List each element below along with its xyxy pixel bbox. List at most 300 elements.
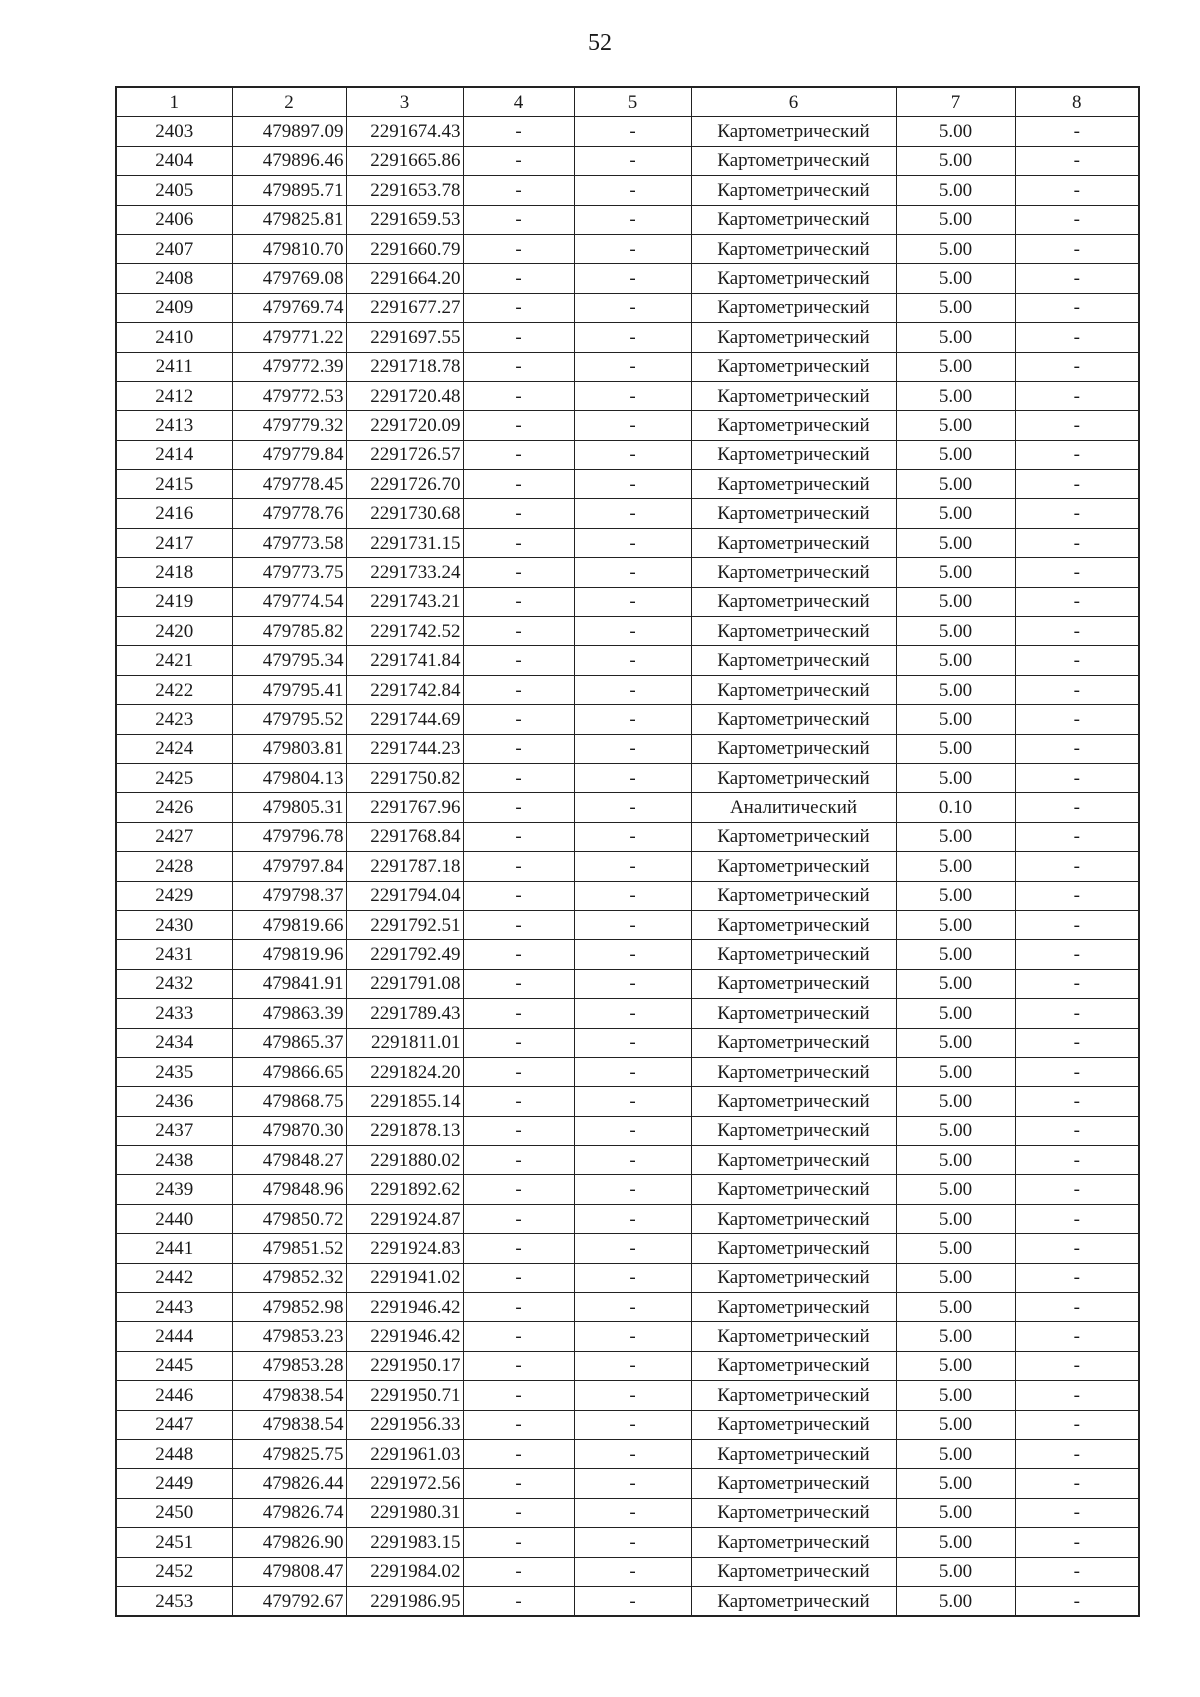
cell-col-8-value: - [1015, 264, 1139, 293]
cell-col-4-value: - [463, 499, 574, 528]
cell-accuracy: 5.00 [896, 1057, 1015, 1086]
table-row [116, 734, 1139, 763]
cell-col-4-value: - [463, 1204, 574, 1233]
table-row [116, 176, 1139, 205]
table-row [116, 1263, 1139, 1292]
cell-col-5-value: - [574, 734, 691, 763]
cell-method: Картометрический [691, 1439, 896, 1468]
cell-accuracy: 5.00 [896, 910, 1015, 939]
table-row [116, 293, 1139, 322]
cell-col-8-value: - [1015, 587, 1139, 616]
cell-point-number: 2404 [116, 146, 232, 175]
cell-accuracy: 5.00 [896, 1234, 1015, 1263]
cell-col-8-value: - [1015, 440, 1139, 469]
cell-point-number: 2406 [116, 205, 232, 234]
cell-col-4-value: - [463, 1263, 574, 1292]
cell-col-5-value: - [574, 1586, 691, 1616]
cell-x-coordinate: 479805.31 [232, 793, 346, 822]
cell-method: Картометрический [691, 705, 896, 734]
cell-method: Картометрический [691, 675, 896, 704]
cell-col-8-value: - [1015, 646, 1139, 675]
table-row [116, 675, 1139, 704]
cell-point-number: 2438 [116, 1146, 232, 1175]
table-row [116, 646, 1139, 675]
coordinates-table-container [115, 86, 1140, 1617]
cell-col-5-value: - [574, 705, 691, 734]
cell-col-8-value: - [1015, 1293, 1139, 1322]
table-row [116, 1381, 1139, 1410]
cell-point-number: 2428 [116, 852, 232, 881]
cell-y-coordinate: 2291674.43 [346, 117, 463, 146]
cell-point-number: 2416 [116, 499, 232, 528]
cell-method: Картометрический [691, 176, 896, 205]
cell-col-4-value: - [463, 1234, 574, 1263]
cell-point-number: 2435 [116, 1057, 232, 1086]
cell-y-coordinate: 2291742.84 [346, 675, 463, 704]
cell-point-number: 2432 [116, 969, 232, 998]
cell-point-number: 2443 [116, 1293, 232, 1322]
cell-method: Картометрический [691, 1293, 896, 1322]
cell-col-5-value: - [574, 1322, 691, 1351]
cell-col-5-value: - [574, 1028, 691, 1057]
cell-col-4-value: - [463, 1175, 574, 1204]
cell-accuracy: 5.00 [896, 293, 1015, 322]
cell-point-number: 2431 [116, 940, 232, 969]
cell-accuracy: 5.00 [896, 323, 1015, 352]
cell-col-8-value: - [1015, 1116, 1139, 1145]
cell-col-8-value: - [1015, 176, 1139, 205]
cell-point-number: 2424 [116, 734, 232, 763]
table-row [116, 969, 1139, 998]
cell-x-coordinate: 479868.75 [232, 1087, 346, 1116]
column-header: 6 [691, 87, 896, 117]
cell-x-coordinate: 479825.81 [232, 205, 346, 234]
cell-accuracy: 5.00 [896, 146, 1015, 175]
cell-y-coordinate: 2291726.70 [346, 470, 463, 499]
cell-method: Картометрический [691, 881, 896, 910]
cell-y-coordinate: 2291730.68 [346, 499, 463, 528]
cell-method: Картометрический [691, 1263, 896, 1292]
cell-method: Аналитический [691, 793, 896, 822]
table-row [116, 1028, 1139, 1057]
cell-y-coordinate: 2291750.82 [346, 763, 463, 792]
cell-x-coordinate: 479838.54 [232, 1410, 346, 1439]
cell-col-5-value: - [574, 440, 691, 469]
cell-y-coordinate: 2291878.13 [346, 1116, 463, 1145]
table-row [116, 617, 1139, 646]
cell-point-number: 2451 [116, 1528, 232, 1557]
cell-y-coordinate: 2291665.86 [346, 146, 463, 175]
cell-col-8-value: - [1015, 1410, 1139, 1439]
cell-point-number: 2450 [116, 1498, 232, 1527]
cell-col-8-value: - [1015, 1528, 1139, 1557]
cell-y-coordinate: 2291768.84 [346, 822, 463, 851]
cell-y-coordinate: 2291720.09 [346, 411, 463, 440]
table-row [116, 1351, 1139, 1380]
table-row [116, 1234, 1139, 1263]
cell-x-coordinate: 479798.37 [232, 881, 346, 910]
cell-y-coordinate: 2291744.69 [346, 705, 463, 734]
table-row [116, 264, 1139, 293]
cell-col-8-value: - [1015, 1175, 1139, 1204]
cell-col-4-value: - [463, 763, 574, 792]
cell-method: Картометрический [691, 1116, 896, 1145]
cell-col-8-value: - [1015, 528, 1139, 557]
cell-accuracy: 5.00 [896, 1175, 1015, 1204]
cell-accuracy: 5.00 [896, 940, 1015, 969]
cell-point-number: 2423 [116, 705, 232, 734]
cell-col-4-value: - [463, 1293, 574, 1322]
cell-accuracy: 5.00 [896, 1293, 1015, 1322]
table-header-row [116, 87, 1139, 117]
cell-y-coordinate: 2291961.03 [346, 1439, 463, 1468]
cell-col-5-value: - [574, 999, 691, 1028]
cell-y-coordinate: 2291792.51 [346, 910, 463, 939]
cell-y-coordinate: 2291742.52 [346, 617, 463, 646]
table-row [116, 499, 1139, 528]
cell-col-8-value: - [1015, 1204, 1139, 1233]
cell-x-coordinate: 479850.72 [232, 1204, 346, 1233]
cell-col-5-value: - [574, 264, 691, 293]
cell-col-4-value: - [463, 675, 574, 704]
cell-accuracy: 5.00 [896, 999, 1015, 1028]
cell-x-coordinate: 479810.70 [232, 234, 346, 263]
table-row [116, 1528, 1139, 1557]
cell-col-4-value: - [463, 793, 574, 822]
cell-method: Картометрический [691, 146, 896, 175]
cell-x-coordinate: 479795.52 [232, 705, 346, 734]
cell-accuracy: 5.00 [896, 528, 1015, 557]
table-row [116, 528, 1139, 557]
cell-col-8-value: - [1015, 1057, 1139, 1086]
cell-accuracy: 5.00 [896, 763, 1015, 792]
cell-method: Картометрический [691, 293, 896, 322]
cell-accuracy: 0.10 [896, 793, 1015, 822]
cell-y-coordinate: 2291811.01 [346, 1028, 463, 1057]
cell-col-5-value: - [574, 558, 691, 587]
cell-col-8-value: - [1015, 1028, 1139, 1057]
cell-y-coordinate: 2291659.53 [346, 205, 463, 234]
cell-col-5-value: - [574, 1087, 691, 1116]
cell-col-5-value: - [574, 1263, 691, 1292]
cell-x-coordinate: 479848.27 [232, 1146, 346, 1175]
cell-col-8-value: - [1015, 910, 1139, 939]
cell-y-coordinate: 2291946.42 [346, 1293, 463, 1322]
table-row [116, 793, 1139, 822]
cell-accuracy: 5.00 [896, 1557, 1015, 1586]
cell-col-8-value: - [1015, 852, 1139, 881]
cell-point-number: 2420 [116, 617, 232, 646]
cell-col-8-value: - [1015, 352, 1139, 381]
cell-col-8-value: - [1015, 411, 1139, 440]
cell-method: Картометрический [691, 1469, 896, 1498]
cell-col-5-value: - [574, 176, 691, 205]
cell-point-number: 2413 [116, 411, 232, 440]
cell-method: Картометрический [691, 1146, 896, 1175]
cell-x-coordinate: 479803.81 [232, 734, 346, 763]
cell-col-5-value: - [574, 910, 691, 939]
cell-accuracy: 5.00 [896, 617, 1015, 646]
cell-col-5-value: - [574, 793, 691, 822]
cell-y-coordinate: 2291941.02 [346, 1263, 463, 1292]
cell-accuracy: 5.00 [896, 411, 1015, 440]
cell-point-number: 2421 [116, 646, 232, 675]
cell-x-coordinate: 479785.82 [232, 617, 346, 646]
coordinates-table [115, 86, 1140, 1617]
table-row [116, 881, 1139, 910]
cell-col-4-value: - [463, 1498, 574, 1527]
cell-accuracy: 5.00 [896, 852, 1015, 881]
table-row [116, 1439, 1139, 1468]
cell-col-4-value: - [463, 117, 574, 146]
cell-x-coordinate: 479853.23 [232, 1322, 346, 1351]
table-row [116, 910, 1139, 939]
cell-point-number: 2426 [116, 793, 232, 822]
cell-col-4-value: - [463, 999, 574, 1028]
cell-col-5-value: - [574, 1057, 691, 1086]
cell-col-5-value: - [574, 470, 691, 499]
cell-col-8-value: - [1015, 1234, 1139, 1263]
table-row [116, 1057, 1139, 1086]
cell-x-coordinate: 479792.67 [232, 1586, 346, 1616]
cell-point-number: 2444 [116, 1322, 232, 1351]
cell-x-coordinate: 479778.76 [232, 499, 346, 528]
cell-col-5-value: - [574, 1469, 691, 1498]
cell-col-8-value: - [1015, 763, 1139, 792]
cell-accuracy: 5.00 [896, 1528, 1015, 1557]
cell-col-8-value: - [1015, 617, 1139, 646]
cell-col-5-value: - [574, 499, 691, 528]
cell-accuracy: 5.00 [896, 1087, 1015, 1116]
cell-col-5-value: - [574, 852, 691, 881]
cell-col-4-value: - [463, 969, 574, 998]
cell-col-4-value: - [463, 1410, 574, 1439]
cell-col-4-value: - [463, 1469, 574, 1498]
cell-col-8-value: - [1015, 234, 1139, 263]
cell-x-coordinate: 479774.54 [232, 587, 346, 616]
cell-accuracy: 5.00 [896, 1410, 1015, 1439]
cell-method: Картометрический [691, 1557, 896, 1586]
cell-point-number: 2430 [116, 910, 232, 939]
cell-x-coordinate: 479769.08 [232, 264, 346, 293]
cell-col-5-value: - [574, 1410, 691, 1439]
cell-point-number: 2436 [116, 1087, 232, 1116]
cell-col-8-value: - [1015, 470, 1139, 499]
cell-col-4-value: - [463, 1322, 574, 1351]
cell-accuracy: 5.00 [896, 1116, 1015, 1145]
cell-method: Картометрический [691, 822, 896, 851]
column-header: 2 [232, 87, 346, 117]
cell-accuracy: 5.00 [896, 440, 1015, 469]
cell-col-5-value: - [574, 1175, 691, 1204]
cell-col-4-value: - [463, 940, 574, 969]
cell-point-number: 2433 [116, 999, 232, 1028]
cell-x-coordinate: 479819.66 [232, 910, 346, 939]
cell-col-5-value: - [574, 234, 691, 263]
cell-col-4-value: - [463, 705, 574, 734]
cell-x-coordinate: 479769.74 [232, 293, 346, 322]
cell-x-coordinate: 479778.45 [232, 470, 346, 499]
cell-point-number: 2414 [116, 440, 232, 469]
cell-col-8-value: - [1015, 999, 1139, 1028]
table-row [116, 117, 1139, 146]
cell-col-5-value: - [574, 1557, 691, 1586]
cell-col-8-value: - [1015, 117, 1139, 146]
cell-method: Картометрический [691, 1586, 896, 1616]
cell-point-number: 2409 [116, 293, 232, 322]
table-row [116, 411, 1139, 440]
cell-accuracy: 5.00 [896, 969, 1015, 998]
table-row [116, 1175, 1139, 1204]
cell-point-number: 2441 [116, 1234, 232, 1263]
cell-y-coordinate: 2291697.55 [346, 323, 463, 352]
table-row [116, 323, 1139, 352]
cell-col-5-value: - [574, 1528, 691, 1557]
cell-col-5-value: - [574, 1204, 691, 1233]
cell-col-4-value: - [463, 1586, 574, 1616]
cell-point-number: 2427 [116, 822, 232, 851]
cell-col-8-value: - [1015, 940, 1139, 969]
cell-y-coordinate: 2291767.96 [346, 793, 463, 822]
cell-y-coordinate: 2291787.18 [346, 852, 463, 881]
table-row [116, 763, 1139, 792]
cell-col-8-value: - [1015, 1498, 1139, 1527]
cell-point-number: 2437 [116, 1116, 232, 1145]
cell-method: Картометрический [691, 1087, 896, 1116]
cell-col-8-value: - [1015, 1469, 1139, 1498]
cell-accuracy: 5.00 [896, 1146, 1015, 1175]
cell-point-number: 2405 [116, 176, 232, 205]
cell-accuracy: 5.00 [896, 499, 1015, 528]
cell-y-coordinate: 2291720.48 [346, 381, 463, 410]
cell-col-5-value: - [574, 1381, 691, 1410]
cell-method: Картометрический [691, 587, 896, 616]
cell-x-coordinate: 479866.65 [232, 1057, 346, 1086]
cell-method: Картометрический [691, 1410, 896, 1439]
cell-y-coordinate: 2291986.95 [346, 1586, 463, 1616]
cell-point-number: 2407 [116, 234, 232, 263]
cell-accuracy: 5.00 [896, 470, 1015, 499]
table-row [116, 1410, 1139, 1439]
table-row [116, 587, 1139, 616]
cell-method: Картометрический [691, 264, 896, 293]
cell-y-coordinate: 2291789.43 [346, 999, 463, 1028]
cell-col-4-value: - [463, 352, 574, 381]
cell-col-4-value: - [463, 734, 574, 763]
cell-x-coordinate: 479852.98 [232, 1293, 346, 1322]
cell-point-number: 2410 [116, 323, 232, 352]
cell-method: Картометрический [691, 1234, 896, 1263]
table-row [116, 1087, 1139, 1116]
cell-col-5-value: - [574, 146, 691, 175]
cell-col-5-value: - [574, 293, 691, 322]
cell-method: Картометрический [691, 999, 896, 1028]
cell-accuracy: 5.00 [896, 1439, 1015, 1468]
cell-y-coordinate: 2291792.49 [346, 940, 463, 969]
cell-x-coordinate: 479848.96 [232, 1175, 346, 1204]
cell-col-4-value: - [463, 1146, 574, 1175]
cell-x-coordinate: 479819.96 [232, 940, 346, 969]
cell-col-5-value: - [574, 1498, 691, 1527]
cell-x-coordinate: 479826.74 [232, 1498, 346, 1527]
cell-col-5-value: - [574, 646, 691, 675]
table-row [116, 940, 1139, 969]
cell-col-5-value: - [574, 1116, 691, 1145]
cell-col-8-value: - [1015, 675, 1139, 704]
cell-x-coordinate: 479796.78 [232, 822, 346, 851]
cell-x-coordinate: 479772.39 [232, 352, 346, 381]
cell-point-number: 2418 [116, 558, 232, 587]
cell-accuracy: 5.00 [896, 1351, 1015, 1380]
cell-col-8-value: - [1015, 205, 1139, 234]
table-row [116, 1204, 1139, 1233]
cell-method: Картометрический [691, 352, 896, 381]
cell-col-5-value: - [574, 205, 691, 234]
cell-accuracy: 5.00 [896, 176, 1015, 205]
cell-col-4-value: - [463, 1528, 574, 1557]
cell-point-number: 2453 [116, 1586, 232, 1616]
cell-accuracy: 5.00 [896, 381, 1015, 410]
column-header: 3 [346, 87, 463, 117]
cell-y-coordinate: 2291855.14 [346, 1087, 463, 1116]
cell-accuracy: 5.00 [896, 117, 1015, 146]
cell-accuracy: 5.00 [896, 881, 1015, 910]
cell-col-5-value: - [574, 411, 691, 440]
table-row [116, 1293, 1139, 1322]
cell-x-coordinate: 479841.91 [232, 969, 346, 998]
cell-col-4-value: - [463, 293, 574, 322]
cell-x-coordinate: 479779.32 [232, 411, 346, 440]
cell-method: Картометрический [691, 646, 896, 675]
cell-x-coordinate: 479825.75 [232, 1439, 346, 1468]
cell-accuracy: 5.00 [896, 822, 1015, 851]
cell-y-coordinate: 2291677.27 [346, 293, 463, 322]
cell-y-coordinate: 2291824.20 [346, 1057, 463, 1086]
cell-col-5-value: - [574, 587, 691, 616]
cell-accuracy: 5.00 [896, 1469, 1015, 1498]
cell-x-coordinate: 479773.75 [232, 558, 346, 587]
cell-point-number: 2422 [116, 675, 232, 704]
cell-x-coordinate: 479797.84 [232, 852, 346, 881]
cell-method: Картометрический [691, 617, 896, 646]
cell-col-4-value: - [463, 1116, 574, 1145]
cell-accuracy: 5.00 [896, 264, 1015, 293]
cell-y-coordinate: 2291791.08 [346, 969, 463, 998]
page-number: 52 [588, 30, 612, 56]
cell-col-4-value: - [463, 822, 574, 851]
cell-point-number: 2429 [116, 881, 232, 910]
table-row [116, 440, 1139, 469]
cell-point-number: 2425 [116, 763, 232, 792]
cell-col-4-value: - [463, 881, 574, 910]
cell-x-coordinate: 479865.37 [232, 1028, 346, 1057]
cell-col-5-value: - [574, 1234, 691, 1263]
cell-method: Картометрический [691, 470, 896, 499]
cell-y-coordinate: 2291794.04 [346, 881, 463, 910]
cell-point-number: 2412 [116, 381, 232, 410]
cell-method: Картометрический [691, 528, 896, 557]
cell-x-coordinate: 479838.54 [232, 1381, 346, 1410]
cell-col-8-value: - [1015, 1439, 1139, 1468]
cell-y-coordinate: 2291741.84 [346, 646, 463, 675]
cell-accuracy: 5.00 [896, 1263, 1015, 1292]
cell-accuracy: 5.00 [896, 234, 1015, 263]
cell-y-coordinate: 2291946.42 [346, 1322, 463, 1351]
cell-col-5-value: - [574, 822, 691, 851]
table-row [116, 205, 1139, 234]
cell-col-4-value: - [463, 1057, 574, 1086]
cell-accuracy: 5.00 [896, 1498, 1015, 1527]
